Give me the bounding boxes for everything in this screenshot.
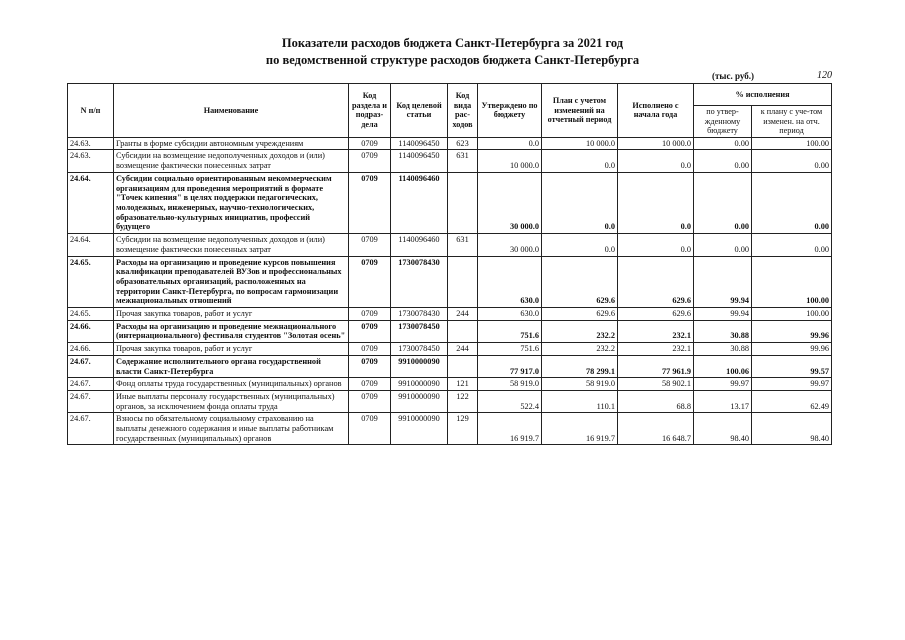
cell-kind: 244 [448,308,478,321]
cell-kind: 623 [448,137,478,150]
cell-executed: 0.0 [618,172,694,233]
cell-name: Фонд оплаты труда государственных (муниципальных) органов [114,378,349,391]
cell-approved: 16 919.7 [478,413,542,445]
cell-target: 1730078430 [391,256,448,308]
header-approved: Утверждено по бюджету [478,84,542,138]
cell-num: 24.67. [68,355,114,377]
table-row [68,390,832,412]
document-title: Показатели расходов бюджета Санкт-Петербурга за 2021 год [281,36,624,50]
document-subtitle: по ведомственной структуре расходов бюджета Санкт-Петербурга [265,53,640,67]
cell-num: 24.65. [68,308,114,321]
cell-pct-budget: 30.88 [694,320,752,342]
table-row [68,355,832,377]
header-num: N п/п [68,84,114,138]
cell-pct-plan: 62.49 [752,390,832,412]
cell-plan: 0.0 [542,172,618,233]
cell-plan: 10 000.0 [542,137,618,150]
cell-section: 0709 [349,413,391,445]
cell-target: 9910000090 [391,355,448,377]
cell-executed: 58 902.1 [618,378,694,391]
cell-kind: 631 [448,150,478,172]
cell-plan: 16 919.7 [542,413,618,445]
cell-plan: 232.2 [542,343,618,356]
cell-approved: 630.0 [478,308,542,321]
cell-section: 0709 [349,137,391,150]
cell-section: 0709 [349,343,391,356]
table-row [68,378,832,391]
cell-pct-plan: 100.00 [752,256,832,308]
table-row [68,172,832,233]
budget-table [67,83,832,445]
cell-kind [448,355,478,377]
cell-target: 9910000090 [391,390,448,412]
cell-pct-budget: 100.06 [694,355,752,377]
cell-num: 24.64. [68,234,114,256]
header-kind: Код вида рас-ходов [448,84,478,138]
cell-executed: 68.8 [618,390,694,412]
cell-num: 24.67. [68,413,114,445]
cell-executed: 232.1 [618,343,694,356]
table-row [68,256,832,308]
cell-kind: 121 [448,378,478,391]
cell-section: 0709 [349,390,391,412]
cell-kind: 631 [448,234,478,256]
cell-pct-budget: 99.97 [694,378,752,391]
cell-num: 24.66. [68,343,114,356]
cell-target: 1730078450 [391,320,448,342]
table-row [68,320,832,342]
cell-num: 24.67. [68,390,114,412]
cell-approved: 30 000.0 [478,172,542,233]
cell-name: Расходы на организацию и проведение межнационального (интернационального) фестиваля студентов "Золотая осень" [114,320,349,342]
header-section: Код раздела и подраз-дела [349,84,391,138]
cell-pct-budget: 0.00 [694,137,752,150]
cell-pct-budget: 99.94 [694,256,752,308]
cell-kind [448,172,478,233]
cell-name: Субсидии на возмещение недополученных доходов и (или) возмещение фактически понесенных затрат [114,150,349,172]
cell-pct-plan: 99.96 [752,343,832,356]
cell-section: 0709 [349,308,391,321]
header-target: Код целевой статьи [391,84,448,138]
cell-num: 24.66. [68,320,114,342]
cell-section: 0709 [349,378,391,391]
cell-section: 0709 [349,234,391,256]
cell-num: 24.67. [68,378,114,391]
cell-target: 1140096460 [391,172,448,233]
cell-executed: 629.6 [618,308,694,321]
cell-pct-budget: 0.00 [694,234,752,256]
cell-kind: 122 [448,390,478,412]
cell-pct-budget: 0.00 [694,172,752,233]
cell-pct-plan: 100.00 [752,308,832,321]
cell-plan: 78 299.1 [542,355,618,377]
cell-name: Взносы по обязательному социальному страхованию на выплаты денежного содержания и иные выплаты работникам государственных (муниципальных) органов [114,413,349,445]
cell-name: Содержание исполнительного органа государственной власти Санкт-Петербурга [114,355,349,377]
cell-kind [448,320,478,342]
cell-pct-budget: 99.94 [694,308,752,321]
cell-section: 0709 [349,256,391,308]
cell-approved: 630.0 [478,256,542,308]
header-executed: Исполнено с начала года [618,84,694,138]
cell-plan: 629.6 [542,256,618,308]
cell-name: Прочая закупка товаров, работ и услуг [114,308,349,321]
cell-plan: 110.1 [542,390,618,412]
cell-section: 0709 [349,320,391,342]
table-row [68,150,832,172]
cell-kind: 129 [448,413,478,445]
cell-executed: 232.1 [618,320,694,342]
cell-name: Субсидии социально ориентированным некоммерческим организациям для проведения мероприятий в формате "Точек кипения" в целях поддержки педагогических, молодежных, инженерных, научно-технологических, образовательно-культурных инициатив, профессий будущего [114,172,349,233]
header-percent: % исполнения [694,84,832,106]
cell-pct-plan: 100.00 [752,137,832,150]
cell-plan: 58 919.0 [542,378,618,391]
cell-executed: 77 961.9 [618,355,694,377]
cell-approved: 58 919.0 [478,378,542,391]
cell-pct-plan: 0.00 [752,150,832,172]
header-pct-budget: по утвер-жденному бюджету [694,106,752,138]
cell-plan: 0.0 [542,234,618,256]
cell-section: 0709 [349,150,391,172]
cell-approved: 0.0 [478,137,542,150]
cell-approved: 10 000.0 [478,150,542,172]
cell-kind: 244 [448,343,478,356]
cell-target: 9910000090 [391,378,448,391]
cell-target: 1140096460 [391,234,448,256]
cell-pct-plan: 0.00 [752,234,832,256]
cell-executed: 0.0 [618,234,694,256]
cell-pct-plan: 99.96 [752,320,832,342]
cell-section: 0709 [349,172,391,233]
cell-target: 1140096450 [391,150,448,172]
table-row [68,137,832,150]
cell-plan: 0.0 [542,150,618,172]
cell-name: Гранты в форме субсидии автономным учреждениям [114,137,349,150]
cell-name: Субсидии на возмещение недополученных доходов и (или) возмещение фактически понесенных затрат [114,234,349,256]
table-row [68,308,832,321]
cell-section: 0709 [349,355,391,377]
cell-executed: 10 000.0 [618,137,694,150]
cell-num: 24.63. [68,150,114,172]
header-name: Наименование [114,84,349,138]
cell-plan: 629.6 [542,308,618,321]
cell-target: 1730078450 [391,343,448,356]
header-pct-plan: к плану с уче-том изменен. на отч. период [752,106,832,138]
cell-pct-plan: 99.57 [752,355,832,377]
cell-pct-plan: 98.40 [752,413,832,445]
cell-target: 9910000090 [391,413,448,445]
header-plan: План с учетом изменений на отчетный период [542,84,618,138]
cell-pct-budget: 98.40 [694,413,752,445]
cell-executed: 0.0 [618,150,694,172]
cell-executed: 16 648.7 [618,413,694,445]
cell-target: 1730078430 [391,308,448,321]
page-number: 120 [817,70,832,81]
cell-name: Прочая закупка товаров, работ и услуг [114,343,349,356]
units-label: (тыс. руб.) [712,71,754,81]
table-row [68,234,832,256]
cell-kind [448,256,478,308]
cell-plan: 232.2 [542,320,618,342]
cell-pct-plan: 0.00 [752,172,832,233]
cell-name: Иные выплаты персоналу государственных (муниципальных) органов, за исключением фонда оплаты труда [114,390,349,412]
cell-pct-budget: 13.17 [694,390,752,412]
cell-pct-plan: 99.97 [752,378,832,391]
cell-pct-budget: 0.00 [694,150,752,172]
cell-num: 24.63. [68,137,114,150]
cell-num: 24.64. [68,172,114,233]
cell-pct-budget: 30.88 [694,343,752,356]
cell-approved: 751.6 [478,343,542,356]
cell-target: 1140096450 [391,137,448,150]
cell-num: 24.65. [68,256,114,308]
table-row [68,343,832,356]
cell-approved: 522.4 [478,390,542,412]
cell-name: Расходы на организацию и проведение курсов повышения квалификации преподавателей ВУЗов и профессиональных образовательных организаций, расположенных на территории Санкт-Петербурга, по вопросам гармонизации межнациональных отношений [114,256,349,308]
cell-approved: 77 917.0 [478,355,542,377]
cell-approved: 30 000.0 [478,234,542,256]
table-row [68,413,832,445]
cell-approved: 751.6 [478,320,542,342]
cell-executed: 629.6 [618,256,694,308]
